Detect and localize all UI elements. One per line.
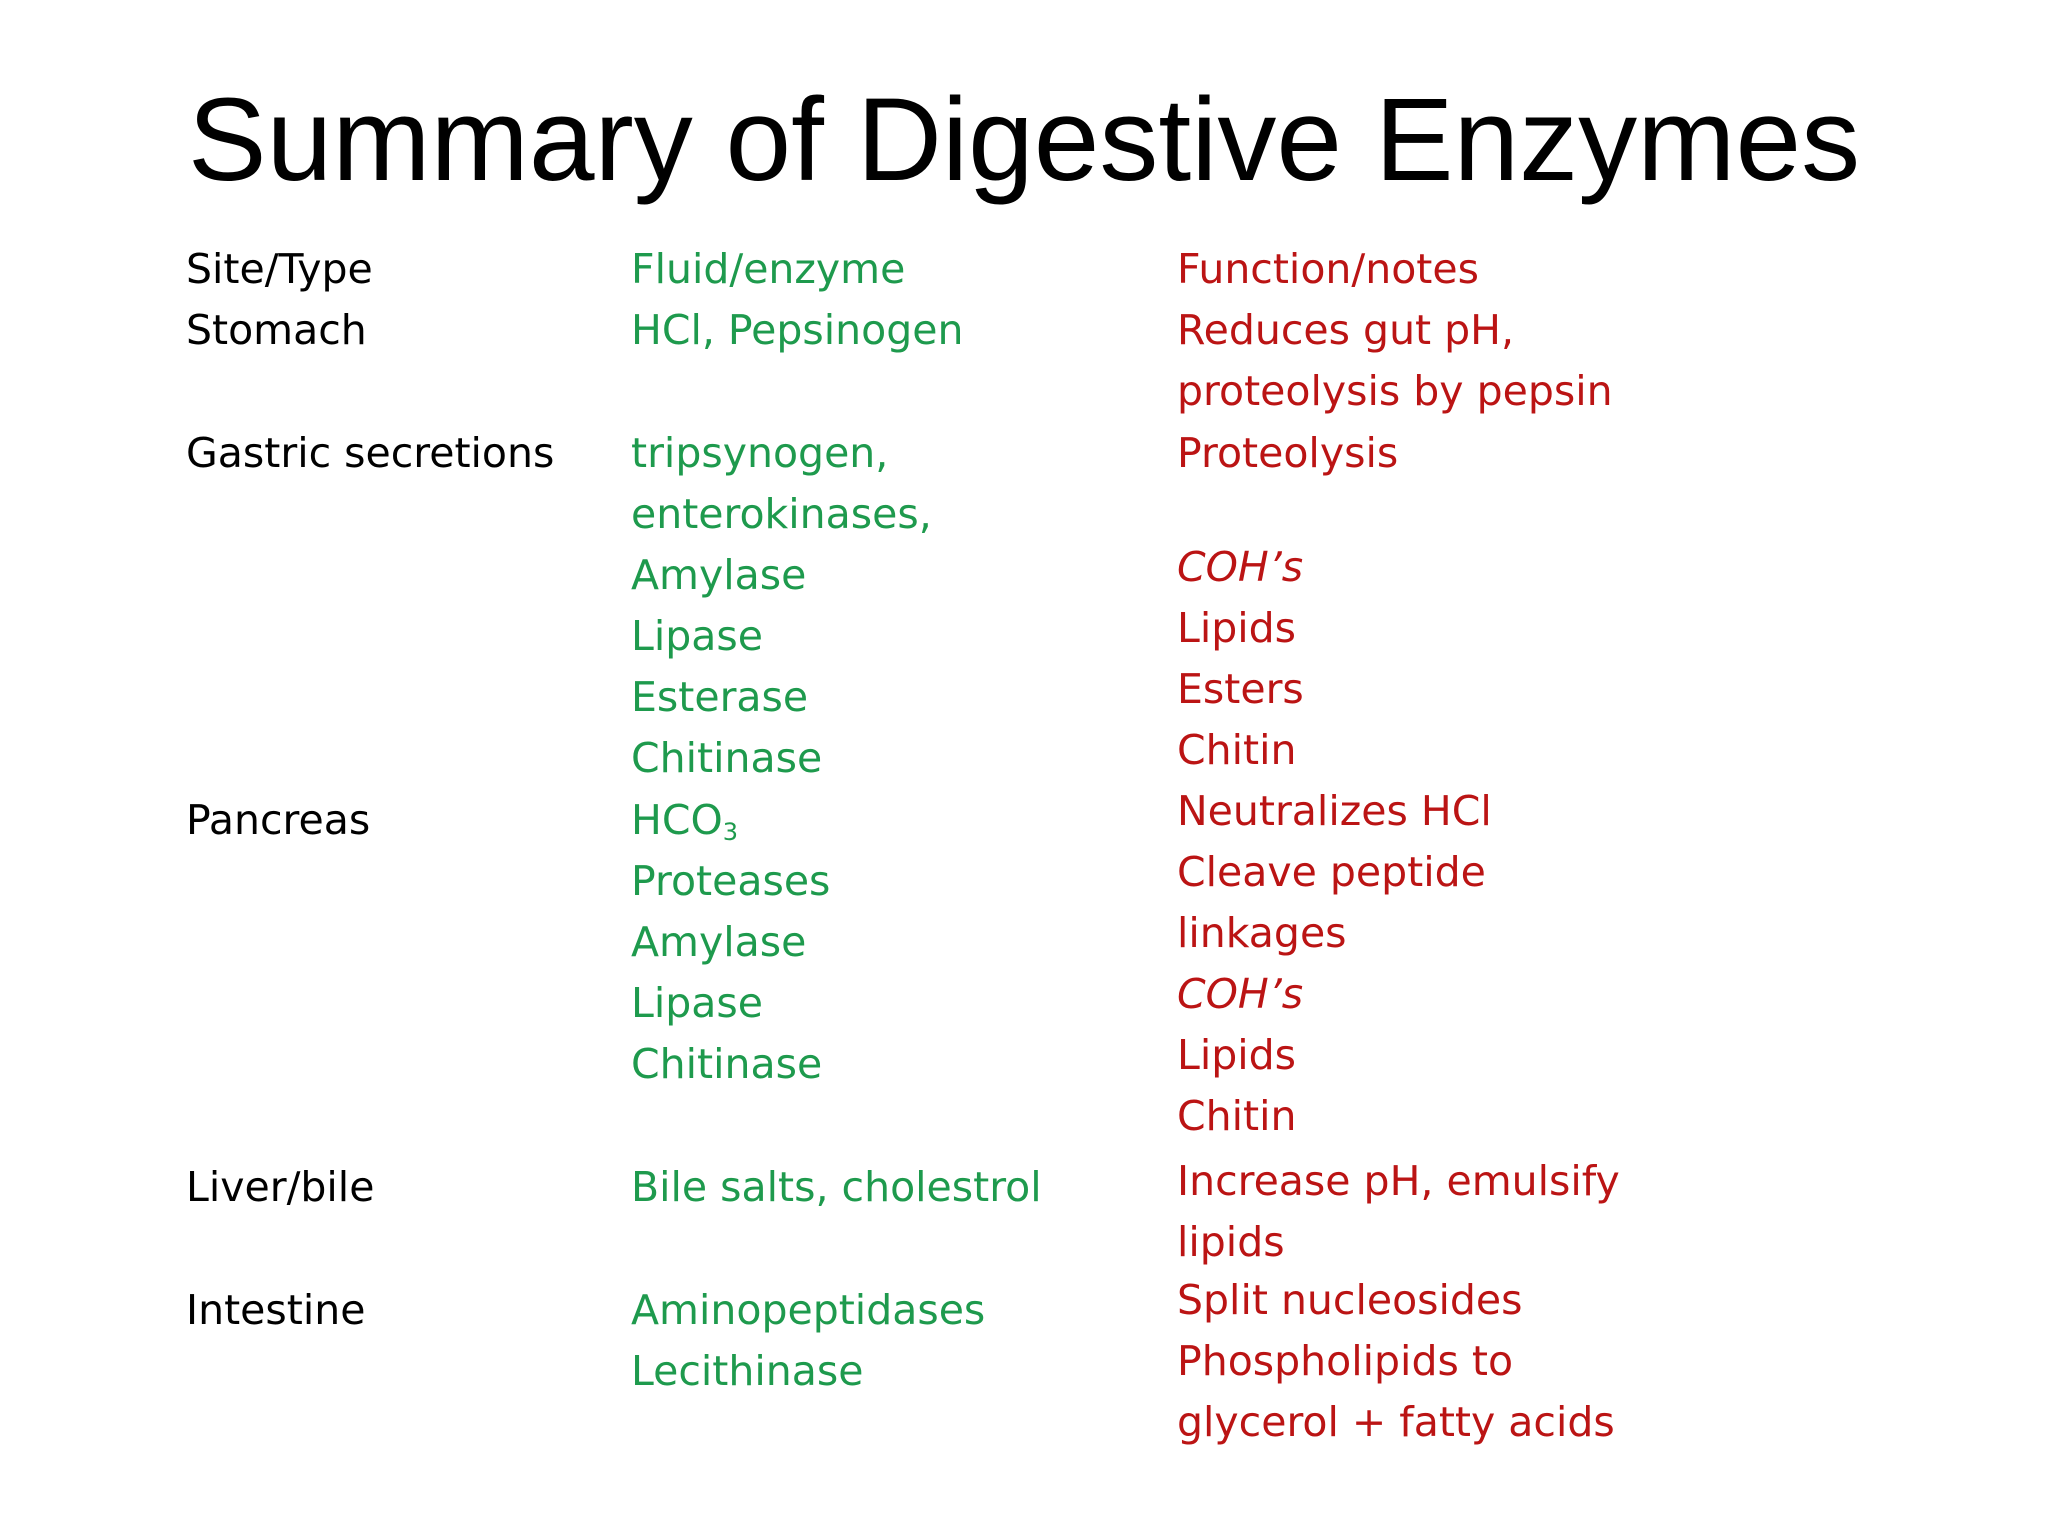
header-function-notes: Function/notes [1177,245,1479,293]
header-fluid-enzyme: Fluid/enzyme [631,245,906,293]
function-liver-line2: lipids [1177,1218,1285,1266]
function-intestine-line1: Split nucleosides [1177,1276,1523,1324]
fluid-pancreas-line4: Lipase [631,979,763,1027]
function-pancreas-line3: linkages [1177,909,1347,957]
fluid-gastric-line1: tripsynogen, [631,429,889,477]
site-liver-bile: Liver/bile [186,1163,375,1211]
site-intestine: Intestine [186,1286,366,1334]
site-stomach: Stomach [186,306,367,354]
function-gastric-line3: Lipids [1177,604,1297,652]
slide-title: Summary of Digestive Enzymes [187,74,1861,206]
function-pancreas-line2: Cleave peptide [1177,848,1486,896]
function-stomach-line2: proteolysis by pepsin [1177,367,1613,415]
function-stomach-line1: Reduces gut pH, [1177,306,1515,354]
fluid-gastric-line2: enterokinases, [631,490,932,538]
function-pancreas-line4: COH’s [1177,970,1304,1018]
fluid-stomach: HCl, Pepsinogen [631,306,964,354]
fluid-liver: Bile salts, cholestrol [631,1163,1042,1211]
fluid-intestine-line2: Lecithinase [631,1347,864,1395]
fluid-gastric-line4: Lipase [631,612,763,660]
function-intestine-line3: glycerol + fatty acids [1177,1398,1615,1446]
fluid-pancreas-line3: Amylase [631,918,807,966]
site-gastric-secretions: Gastric secretions [186,429,555,477]
fluid-gastric-line6: Chitinase [631,734,823,782]
hco3-subscript: 3 [722,818,739,846]
fluid-gastric-line3: Amylase [631,551,807,599]
fluid-pancreas-line2: Proteases [631,857,831,905]
function-gastric-line1: Proteolysis [1177,429,1399,477]
function-gastric-line5: Chitin [1177,726,1297,774]
function-pancreas-line6: Chitin [1177,1092,1297,1140]
fluid-pancreas-line5: Chitinase [631,1040,823,1088]
hco3-base: HCO [631,796,723,844]
function-pancreas-line1: Neutralizes HCl [1177,787,1492,835]
function-intestine-line2: Phospholipids to [1177,1337,1514,1385]
header-site-type: Site/Type [186,245,373,293]
fluid-intestine-line1: Aminopeptidases [631,1286,986,1334]
function-gastric-line2: COH’s [1177,543,1304,591]
site-pancreas: Pancreas [186,796,371,844]
function-gastric-line4: Esters [1177,665,1304,713]
function-liver-line1: Increase pH, emulsify [1177,1157,1620,1205]
fluid-pancreas-line1 [631,790,738,851]
fluid-gastric-line5: Esterase [631,673,809,721]
function-pancreas-line5: Lipids [1177,1031,1297,1079]
